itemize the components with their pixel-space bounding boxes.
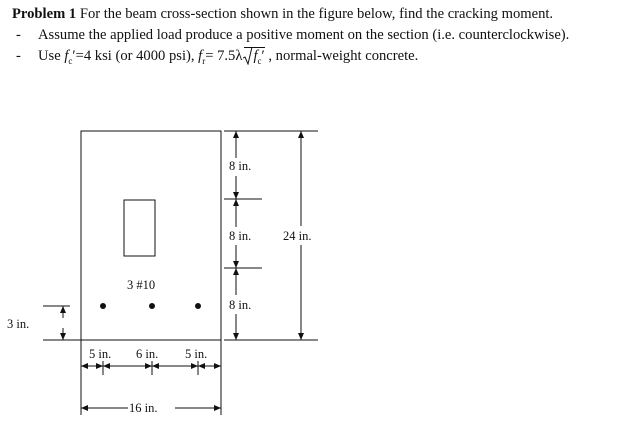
problem-heading: Problem 1 (12, 6, 77, 22)
dim-width-label: 16 in. (129, 401, 158, 415)
dim-cover-label: 3 in. (7, 317, 30, 331)
cover-dimension (43, 306, 81, 340)
dim-total-label: 24 in. (283, 229, 312, 243)
fc-value: ′=4 ksi (or 4000 psi), (72, 48, 199, 64)
rebar-center (149, 303, 155, 309)
sqrt-fc-symbol: f (253, 48, 258, 64)
fr-symbol: f (198, 48, 203, 64)
bullet-marker: - (16, 48, 21, 64)
dim-right-label: 5 in. (185, 347, 208, 361)
bullet-text: Assume the applied load produce a positive moment on the section (i.e. counterclockwise). (38, 27, 570, 43)
bars-label: 3 #10 (127, 278, 156, 292)
fc-symbol: f (64, 48, 69, 64)
dim-top-label: 8 in. (229, 159, 252, 173)
dim-bot-label: 8 in. (229, 298, 252, 312)
void-opening (124, 200, 155, 256)
bullet-suffix: , normal-weight concrete. (264, 48, 419, 64)
sqrt-fc-subscript: c (257, 55, 262, 66)
fr-equation: = 7.5λ (205, 48, 243, 64)
problem-text: For the beam cross-section shown in the figure below, find the cracking moment. (76, 6, 554, 22)
sqrt-fc-prime: ′ (261, 48, 265, 64)
bullet-marker: - (16, 27, 21, 43)
dim-left-label: 5 in. (89, 347, 112, 361)
dim-mid-label: 8 in. (229, 229, 252, 243)
fc-subscript: c (68, 55, 73, 66)
rebar-left (100, 303, 106, 309)
dim-center-label: 6 in. (136, 347, 159, 361)
bullet-prefix: Use (38, 48, 65, 64)
fr-subscript: r (202, 55, 206, 66)
rebar-right (195, 303, 201, 309)
